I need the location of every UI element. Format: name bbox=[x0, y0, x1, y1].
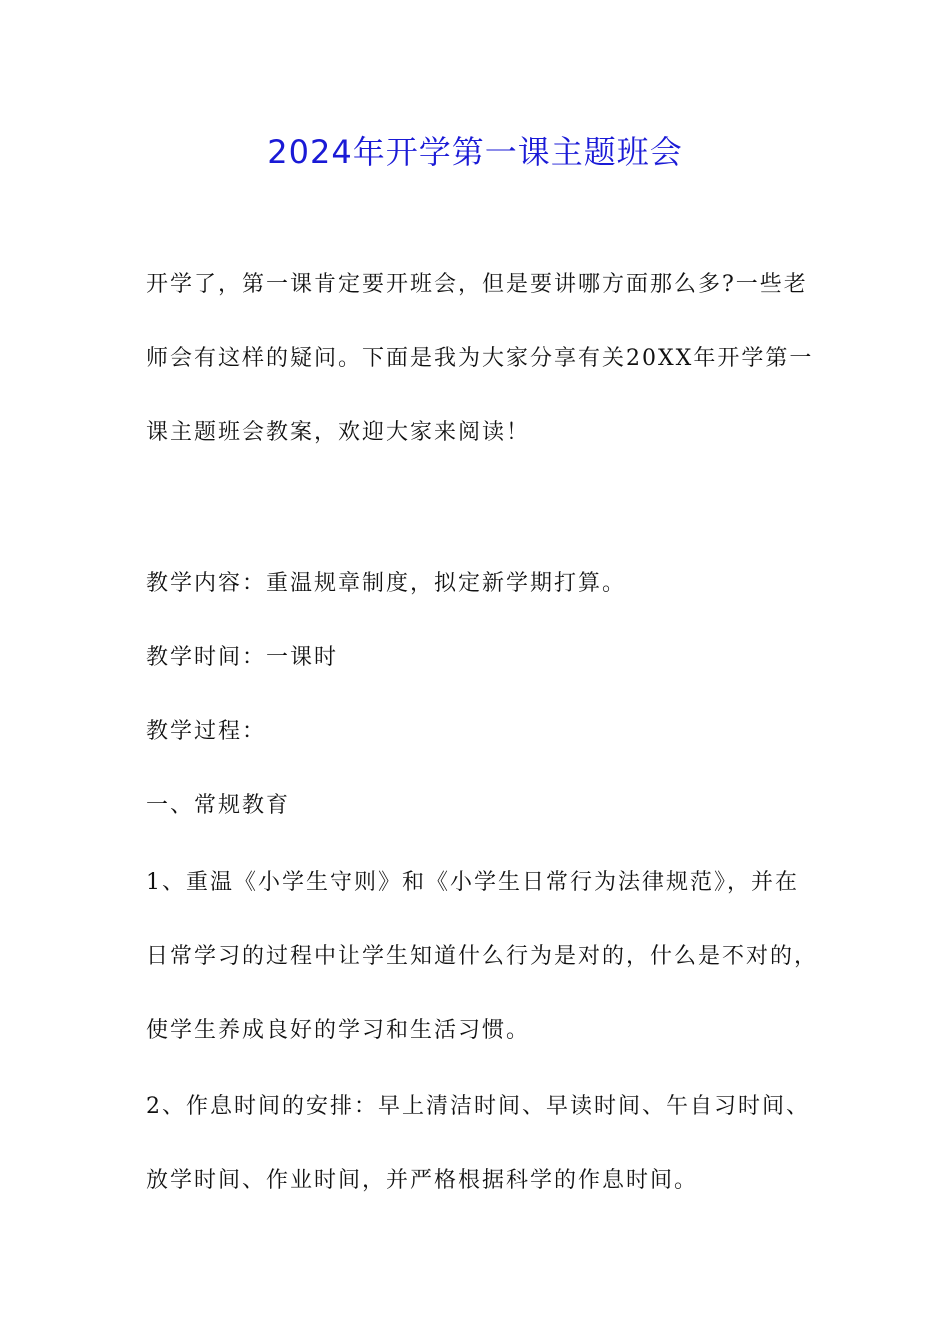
section-heading-text: 一、常规教育 bbox=[146, 793, 291, 818]
intro-paragraph bbox=[146, 248, 836, 470]
teaching-time bbox=[146, 621, 836, 695]
intro-line: 课主题班会教案，欢迎大家来阅读！ bbox=[146, 420, 531, 445]
item-one-line: 1、重温《小学生守则》和《小学生日常行为法律规范》，并在 bbox=[146, 870, 799, 895]
item-one-paragraph bbox=[146, 846, 836, 1068]
intro-line: 师会有这样的疑问。下面是我为大家分享有关20XX年开学第一 bbox=[146, 346, 814, 371]
item-one-line: 日常学习的过程中让学生知道什么行为是对的，什么是不对的， bbox=[146, 944, 819, 969]
intro-line: 开学了，第一课肯定要开班会，但是要讲哪方面那么多?一些老 bbox=[146, 272, 808, 297]
item-one-line: 使学生养成良好的学习和生活习惯。 bbox=[146, 1018, 531, 1043]
teaching-time-text: 教学时间：一课时 bbox=[146, 645, 339, 670]
item-two-line: 2、作息时间的安排：早上清洁时间、早读时间、午自习时间、 bbox=[146, 1094, 810, 1119]
section-heading bbox=[146, 769, 836, 843]
item-two-paragraph bbox=[146, 1070, 836, 1218]
teaching-process bbox=[146, 695, 836, 769]
teaching-process-text: 教学过程： bbox=[146, 719, 267, 744]
teaching-content bbox=[146, 547, 836, 621]
teaching-content-text: 教学内容：重温规章制度，拟定新学期打算。 bbox=[146, 571, 627, 596]
item-two-line: 放学时间、作业时间，并严格根据科学的作息时间。 bbox=[146, 1168, 699, 1193]
document-title: 2024年开学第一课主题班会 bbox=[267, 133, 683, 171]
